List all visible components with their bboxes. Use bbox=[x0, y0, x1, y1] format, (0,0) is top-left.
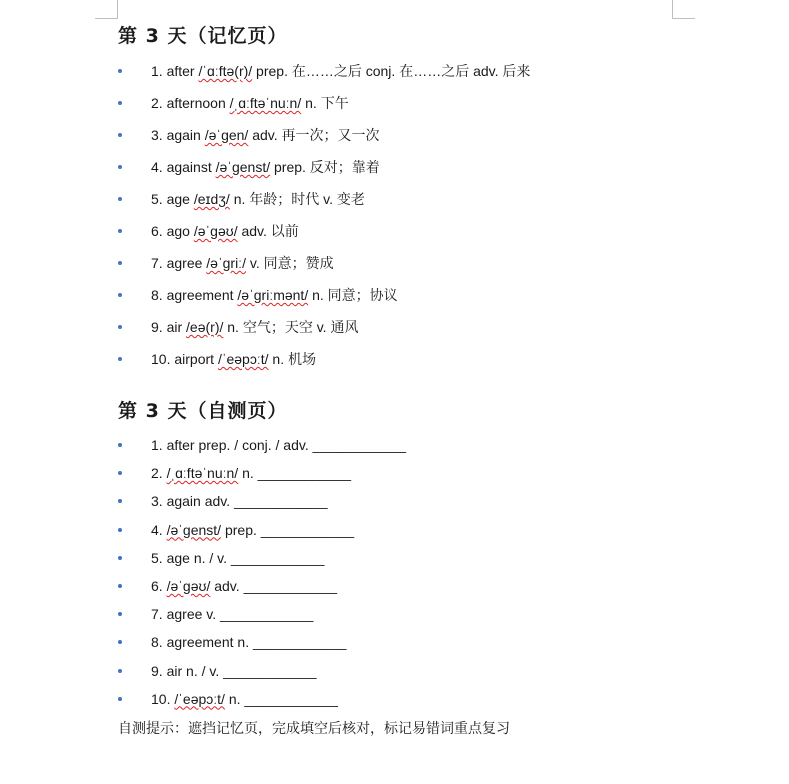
entry-pos: prep. bbox=[224, 521, 257, 538]
entry-phonetic: /ˈeəpɔːt/ bbox=[217, 351, 269, 367]
answer-blank[interactable]: ____________ bbox=[312, 437, 407, 453]
bullet-icon bbox=[118, 197, 122, 201]
entry-word: airport bbox=[174, 351, 215, 367]
entry-phonetic: /əˈɡenst/ bbox=[215, 159, 271, 175]
bullet-icon bbox=[118, 229, 122, 233]
entry-text bbox=[151, 156, 380, 178]
entry-number: 5. bbox=[151, 191, 163, 207]
entry-text bbox=[151, 188, 365, 210]
entry-pos: n. / v. bbox=[193, 549, 228, 566]
entry-pos: v. bbox=[206, 606, 217, 623]
entry-number: 7. bbox=[151, 606, 163, 623]
answer-blank[interactable]: ____________ bbox=[234, 493, 328, 510]
bullet-icon bbox=[118, 697, 122, 701]
entry-number: 1. bbox=[151, 63, 163, 79]
entry-number: 7. bbox=[151, 255, 163, 271]
entry-number: 10. bbox=[151, 690, 171, 707]
bullet-icon bbox=[118, 293, 122, 297]
entry-text bbox=[151, 284, 398, 306]
bullet-icon bbox=[118, 556, 122, 560]
entry-text bbox=[151, 316, 358, 338]
entry-number: 3. bbox=[151, 493, 163, 510]
entry-number: 9. bbox=[151, 319, 163, 335]
selftest-page-title: 第 3 天（自测页） bbox=[118, 400, 288, 422]
entry-number: 2. bbox=[151, 465, 163, 482]
entry-meaning: n. 机场 bbox=[272, 351, 316, 367]
entry-phonetic: /əˈɡen/ bbox=[204, 127, 249, 143]
entry-number: 3. bbox=[151, 127, 163, 143]
entry-pos: n. bbox=[242, 465, 254, 482]
entry-phonetic: /eə(r)/ bbox=[186, 319, 224, 335]
entry-number: 8. bbox=[151, 634, 163, 651]
entry-word: agree bbox=[166, 606, 203, 623]
bullet-icon bbox=[118, 443, 122, 447]
bullet-icon bbox=[118, 133, 122, 137]
bullet-icon bbox=[118, 325, 122, 329]
entry-text bbox=[151, 631, 346, 653]
entry-pos: prep. / conj. / adv. bbox=[198, 437, 309, 453]
entry-meaning: v. 同意；赞成 bbox=[249, 255, 334, 271]
entry-text bbox=[151, 547, 324, 569]
entry-text bbox=[151, 462, 351, 484]
entry-text bbox=[151, 92, 349, 114]
page-corner-mark-right bbox=[672, 0, 695, 19]
entry-text bbox=[151, 252, 334, 274]
answer-blank[interactable]: ____________ bbox=[244, 690, 338, 707]
entry-meaning: n. 同意；协议 bbox=[312, 287, 398, 303]
bullet-icon bbox=[118, 357, 122, 361]
entry-text bbox=[151, 490, 328, 512]
entry-text bbox=[151, 660, 317, 682]
entry-word: again bbox=[166, 493, 201, 510]
bullet-icon bbox=[118, 669, 122, 673]
answer-blank[interactable]: ____________ bbox=[223, 662, 317, 679]
answer-blank[interactable]: ____________ bbox=[220, 606, 314, 623]
entry-pos: adv. bbox=[214, 577, 240, 594]
entry-text bbox=[151, 603, 313, 625]
entry-phonetic: /ˈeəpɔːt/ bbox=[174, 690, 225, 707]
entry-number: 9. bbox=[151, 662, 163, 679]
entry-word: age bbox=[166, 549, 190, 566]
page-corner-mark-left bbox=[95, 0, 118, 19]
entry-pos: n. bbox=[228, 690, 241, 707]
answer-blank[interactable]: ____________ bbox=[243, 577, 337, 594]
entry-number: 10. bbox=[151, 351, 171, 367]
entry-word: agree bbox=[166, 255, 203, 271]
entry-word: afternoon bbox=[166, 95, 226, 111]
entry-text bbox=[151, 60, 530, 82]
entry-number: 5. bbox=[151, 549, 163, 566]
entry-word: age bbox=[166, 191, 190, 207]
entry-word: against bbox=[166, 159, 212, 175]
entry-word: ago bbox=[166, 223, 190, 239]
entry-meaning: adv. 以前 bbox=[241, 223, 299, 239]
entry-phonetic: /əˈɡəʊ/ bbox=[193, 223, 238, 239]
entry-phonetic: /ˌɑːftəˈnuːn/ bbox=[229, 95, 302, 111]
entry-word: again bbox=[166, 127, 201, 143]
answer-blank[interactable]: ____________ bbox=[257, 465, 352, 482]
answer-blank[interactable]: ____________ bbox=[230, 549, 325, 566]
entry-number: 6. bbox=[151, 577, 163, 594]
entry-text bbox=[151, 220, 299, 242]
entry-text bbox=[151, 348, 316, 370]
entry-text bbox=[151, 575, 337, 597]
entry-number: 8. bbox=[151, 287, 163, 303]
entry-phonetic: /əˈɡenst/ bbox=[166, 521, 222, 538]
entry-pos: adv. bbox=[204, 493, 231, 510]
entry-meaning: prep. 反对；靠着 bbox=[274, 159, 380, 175]
entry-text bbox=[151, 519, 354, 541]
entry-phonetic: /əˈɡriː/ bbox=[206, 255, 246, 271]
bullet-icon bbox=[118, 612, 122, 616]
bullet-icon bbox=[118, 499, 122, 503]
entry-number: 1. bbox=[151, 437, 163, 453]
answer-blank[interactable]: ____________ bbox=[252, 634, 347, 651]
entry-word: agreement bbox=[166, 287, 234, 303]
memory-page-title: 第 3 天（记忆页） bbox=[118, 25, 288, 47]
bullet-icon bbox=[118, 165, 122, 169]
entry-phonetic: /əˈɡriːmənt/ bbox=[237, 287, 309, 303]
entry-meaning: n. 空气；天空 v. 通风 bbox=[227, 319, 359, 335]
entry-word: air bbox=[166, 319, 183, 335]
entry-text bbox=[151, 434, 406, 456]
entry-pos: n. / v. bbox=[186, 662, 220, 679]
entry-number: 4. bbox=[151, 159, 163, 175]
entry-text bbox=[151, 124, 380, 146]
entry-number: 6. bbox=[151, 223, 163, 239]
entry-pos: n. bbox=[237, 634, 250, 651]
bullet-icon bbox=[118, 69, 122, 73]
entry-word: after bbox=[166, 63, 195, 79]
entry-meaning: n. 年龄；时代 v. 变老 bbox=[233, 191, 365, 207]
entry-number: 4. bbox=[151, 521, 163, 538]
bullet-icon bbox=[118, 528, 122, 532]
bullet-icon bbox=[118, 471, 122, 475]
bullet-icon bbox=[118, 584, 122, 588]
entry-word: agreement bbox=[166, 634, 234, 651]
entry-phonetic: /ˈɑːftə(r)/ bbox=[198, 63, 253, 79]
entry-meaning: n. 下午 bbox=[305, 95, 349, 111]
entry-phonetic: /əˈɡəʊ/ bbox=[166, 577, 211, 594]
answer-blank[interactable]: ____________ bbox=[260, 521, 355, 538]
entry-number: 2. bbox=[151, 95, 163, 111]
entry-meaning: prep. 在……之后 conj. 在……之后 adv. 后来 bbox=[256, 63, 531, 79]
bullet-icon bbox=[118, 101, 122, 105]
selftest-tip: 自测提示：遮挡记忆页，完成填空后核对，标记易错词重点复习 bbox=[118, 720, 510, 736]
entry-phonetic: /eɪdʒ/ bbox=[193, 191, 230, 207]
bullet-icon bbox=[118, 640, 122, 644]
bullet-icon bbox=[118, 261, 122, 265]
entry-text bbox=[151, 688, 338, 710]
entry-meaning: adv. 再一次；又一次 bbox=[252, 127, 380, 143]
entry-word: air bbox=[166, 662, 183, 679]
entry-phonetic: /ˌɑːftəˈnuːn/ bbox=[166, 465, 239, 482]
entry-word: after bbox=[166, 437, 195, 453]
